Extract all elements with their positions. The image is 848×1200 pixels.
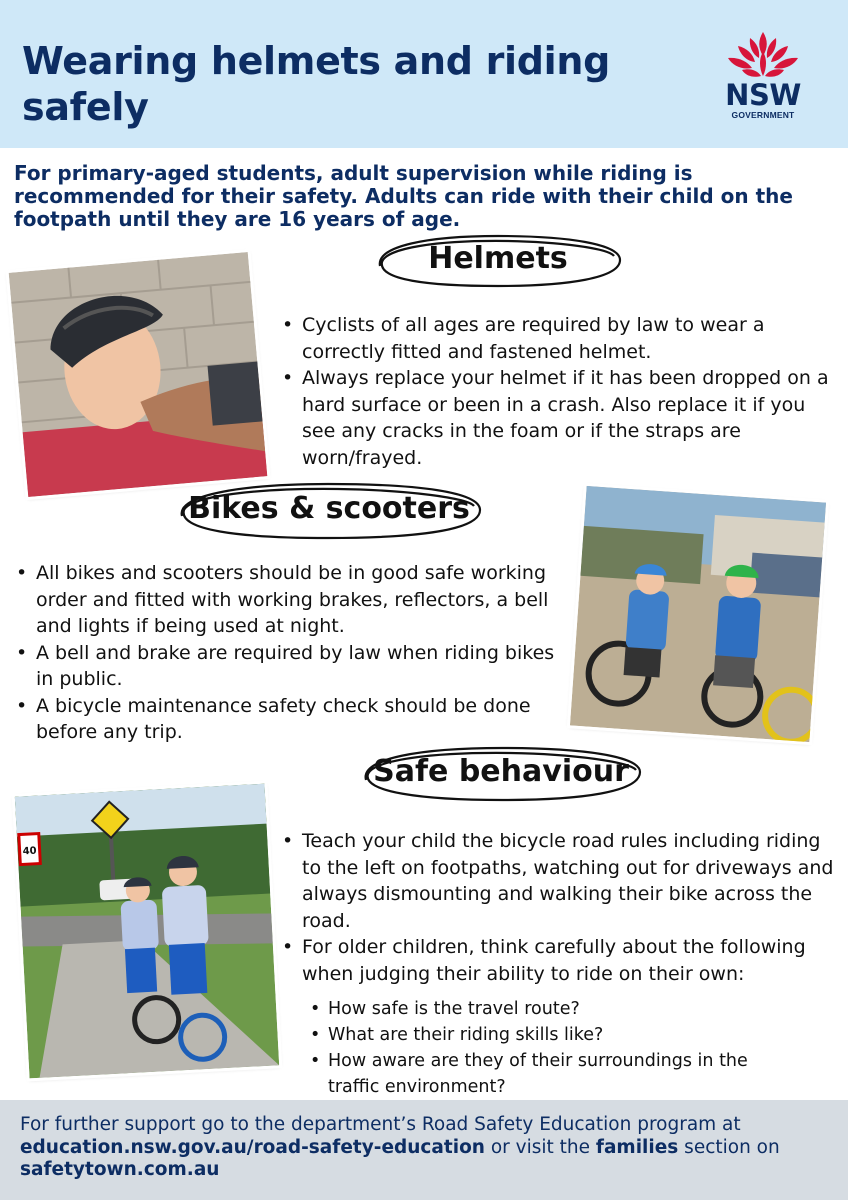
- list-item: • What are their riding skills like?: [310, 1022, 770, 1048]
- safe-behaviour-sub-bullets: [310, 996, 770, 1100]
- nsw-government-logo[interactable]: [720, 30, 806, 126]
- children-bikes-photo: [570, 486, 826, 742]
- waratah-icon: [720, 30, 806, 82]
- list-item: • All bikes and scooters should be in good safe working order and fitted with working brakes, reflectors, a bell and lights if being used at night.: [16, 560, 564, 640]
- list-item: • For older children, think carefully about the following when judging their ability to ride on their own:: [282, 934, 838, 987]
- list-item: • A bicycle maintenance safety check should be done before any trip.: [16, 693, 564, 746]
- helmets-bullets: [282, 312, 842, 471]
- child-helmet-photo: [9, 252, 268, 497]
- road-safety-education-link[interactable]: education.nsw.gov.au/road-safety-education: [20, 1136, 485, 1158]
- list-item: • How safe is the travel route?: [310, 996, 770, 1022]
- list-item: • Cyclists of all ages are required by law to wear a correctly fitted and fastened helmet.: [282, 312, 842, 365]
- helmets-heading-text: Helmets: [428, 241, 568, 276]
- safe-behaviour-bullets: [282, 828, 838, 987]
- logo-government-text: GOVERNMENT: [731, 110, 795, 120]
- page-title: Wearing helmets and riding safely: [22, 39, 611, 129]
- safe-behaviour-heading: [352, 740, 650, 806]
- safetytown-link[interactable]: safetytown.com.au: [20, 1159, 220, 1180]
- logo-nsw-text: NSW: [725, 78, 801, 112]
- bikes-scooters-heading-text: Bikes & scooters: [188, 491, 470, 526]
- footer-text-part: For further support go to the department’s Road Safety Education program at: [20, 1114, 741, 1135]
- list-item: • A bell and brake are required by law when riding bikes in public.: [16, 640, 564, 693]
- page-header: [0, 0, 848, 148]
- intro-text: For primary-aged students, adult supervision while riding is recommended for their safety. Adults can ride with their child on the footpath until they are 16 years of age.: [14, 161, 793, 231]
- footer-text-part: section on: [678, 1136, 780, 1158]
- safe-behaviour-heading-text: Safe behaviour: [373, 754, 629, 789]
- footer-text-part: or visit the: [484, 1136, 596, 1158]
- page-footer: [0, 1100, 848, 1200]
- list-item: • How aware are they of their surroundings in the traffic environment?: [310, 1048, 770, 1100]
- footer-text: [20, 1114, 820, 1182]
- bikes-scooters-heading: [168, 476, 490, 544]
- bikes-scooters-bullets: [16, 560, 564, 746]
- helmets-heading: [368, 228, 628, 292]
- list-item: • Teach your child the bicycle road rules including riding to the left on footpaths, watching out for driveways and always dismounting and walking their bike across the road.: [282, 828, 838, 934]
- families-link[interactable]: families: [595, 1136, 679, 1158]
- list-item: • Always replace your helmet if it has been dropped on a hard surface or been in a crash. Also replace it if you see any cracks in the foam or if the straps are worn/frayed.: [282, 365, 842, 471]
- children-riding-footpath-photo: [15, 784, 279, 1079]
- speed-sign-text: 40: [22, 845, 37, 858]
